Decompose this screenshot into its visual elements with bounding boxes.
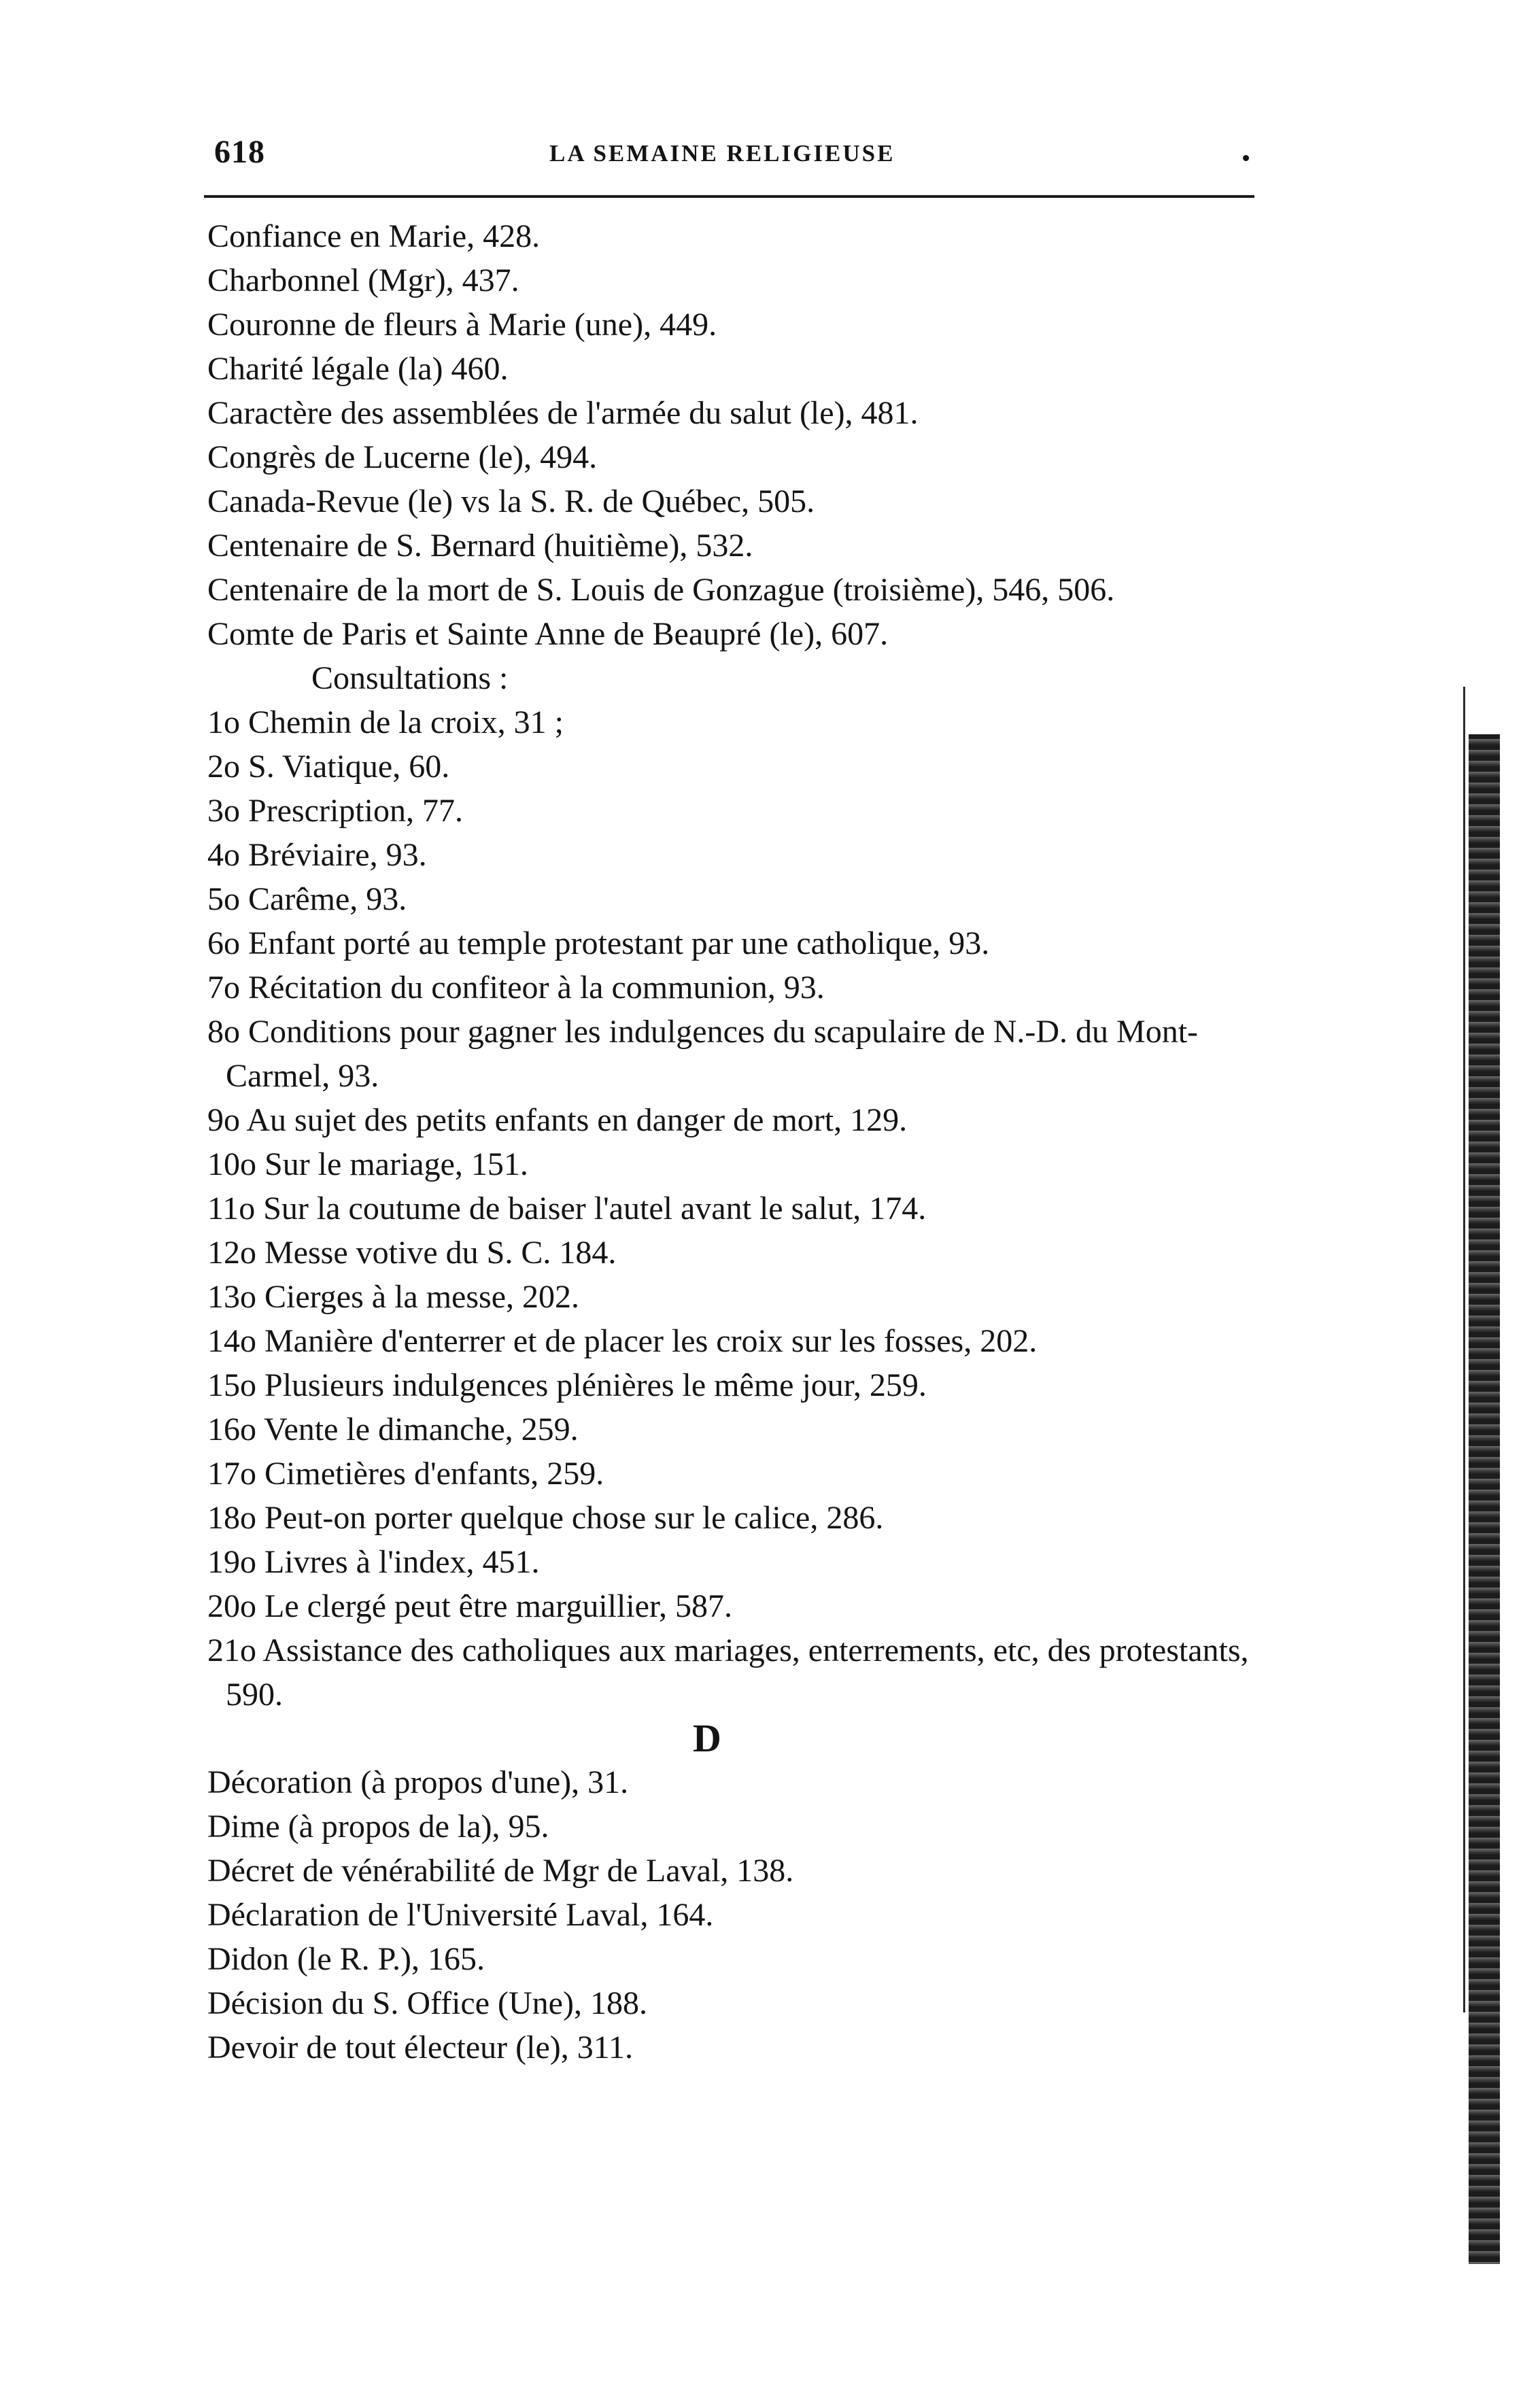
page-gutter-line <box>1463 687 1465 2012</box>
index-entry: 5o Carême, 93. <box>207 881 407 917</box>
index-entry: Décoration (à propos d'une), 31. <box>207 1764 629 1800</box>
index-entry: Déclaration de l'Université Laval, 164. <box>207 1897 714 1933</box>
index-entry-list <box>207 214 1268 2070</box>
index-entry: 7o Récitation du confiteor à la communion, 93. <box>207 970 825 1006</box>
index-entry: Centenaire de la mort de S. Louis de Gonzague (troisième), 546, 506. <box>207 572 1115 608</box>
index-entry: 4o Bréviaire, 93. <box>207 837 427 873</box>
index-entry: Décision du S. Office (Une), 188. <box>207 1985 647 2021</box>
index-entry: 16o Vente le dimanche, 259. <box>207 1411 579 1447</box>
index-entry: 10o Sur le mariage, 151. <box>207 1146 528 1182</box>
index-entry: 13o Cierges à la messe, 202. <box>207 1279 580 1315</box>
index-entry: Charité légale (la) 460. <box>207 351 509 387</box>
index-entry: 14o Manière d'enterrer et de placer les croix sur les fosses, 202. <box>207 1323 1038 1359</box>
index-entry: Caractère des assemblées de l'armée du salut (le), 481. <box>207 395 919 431</box>
index-entry: 20o Le clergé peut être marguillier, 587. <box>207 1588 733 1624</box>
index-entry: Congrès de Lucerne (le), 494. <box>207 439 598 475</box>
index-entry: Centenaire de S. Bernard (huitième), 532. <box>207 528 753 564</box>
index-entry: 6o Enfant porté au temple protestant par une catholique, 93. <box>207 925 990 961</box>
header-dot-ornament <box>1243 155 1249 161</box>
index-entry: Canada-Revue (le) vs la S. R. de Québec, 505. <box>207 483 815 519</box>
index-entry: 19o Livres à l'index, 451. <box>207 1544 540 1580</box>
header-rule <box>204 195 1254 198</box>
index-entry: 18o Peut-on porter quelque chose sur le calice, 286. <box>207 1500 884 1536</box>
index-entry: Dime (à propos de la), 95. <box>207 1808 549 1845</box>
index-entry: 3o Prescription, 77. <box>207 793 463 829</box>
index-entry: Couronne de fleurs à Marie (une), 449. <box>207 307 717 343</box>
index-entry: 12o Messe votive du S. C. 184. <box>207 1235 617 1271</box>
page-edge-shadow <box>1469 734 1500 2264</box>
index-entry: 9o Au sujet des petits enfants en danger de mort, 129. <box>207 1102 908 1138</box>
index-entry: Comte de Paris et Sainte Anne de Beaupré (le), 607. <box>207 616 889 652</box>
page-number: 618 <box>214 134 265 170</box>
running-head: LA SEMAINE RELIGIEUSE <box>549 140 895 167</box>
index-entry: Confiance en Marie, 428. <box>207 218 541 254</box>
section-subheading: Consultations : <box>311 660 509 696</box>
index-entry: 2o S. Viatique, 60. <box>207 749 450 785</box>
index-entry: Décret de vénérabilité de Mgr de Laval, 138. <box>207 1853 794 1889</box>
index-entry: 17o Cimetières d'enfants, 259. <box>207 1456 604 1492</box>
index-entry: 21o Assistance des catholiques aux mariages, enterrements, etc, des protestants, 590. <box>207 1632 1249 1713</box>
index-entry: 11o Sur la coutume de baiser l'autel avant le salut, 174. <box>207 1190 927 1227</box>
index-entry: Didon (le R. P.), 165. <box>207 1941 485 1977</box>
index-entry: 15o Plusieurs indulgences plénières le même jour, 259. <box>207 1367 927 1403</box>
index-entry: Charbonnel (Mgr), 437. <box>207 262 519 298</box>
index-entry: Devoir de tout électeur (le), 311. <box>207 2029 633 2065</box>
index-entry: 8o Conditions pour gagner les indulgences du scapulaire de N.-D. du Mont-Carmel, 93. <box>207 1014 1199 1094</box>
index-entry: 1o Chemin de la croix, 31 ; <box>207 704 564 740</box>
section-letter: D <box>693 1716 721 1760</box>
page-header <box>204 133 1251 174</box>
